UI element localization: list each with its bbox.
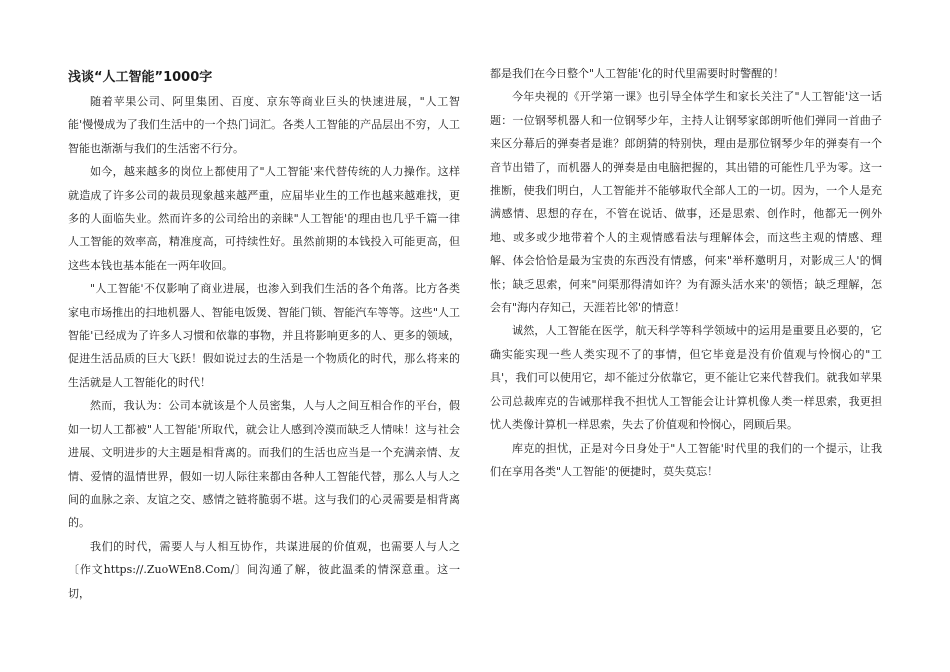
paragraph: 库克的担忧，正是对今日身处于"人工智能'时代里的我们的一个提示，让我们在享用各类"人工智能'的便捷时，莫失莫忘！ <box>490 441 882 478</box>
paragraph: 随着苹果公司、阿里集团、百度、京东等商业巨头的快速进展，"人工智能'慢慢成为了我们生活中的一个热门词汇。各类人工智能的产品层出不穷，人工智能也渐渐与我们的生活密不行分。 <box>68 95 460 155</box>
paragraph-continuation: 都是我们在今日整个"人工智能'化的时代里需要时时警醒的！ <box>490 67 785 80</box>
paragraph: 然而，我认为：公司本就该是个人员密集，人与人之间互相合作的平台，假如一切人工都被"人工智能'所取代，就会让人感到冷漠而缺乏人情味！这与社会进展、文明进步的大主题是相背离的。而我们的生活也应当是一个充满亲情、友情、爱情的温情世界，假如一切人际往来都由各种人工智能代替，那么人与人之间的血脉之亲、友谊之交、感情之链将脆弱不堪。这与我们的心灵需要是相背离的。 <box>68 399 460 530</box>
paragraph: 诚然，人工智能在医学，航天科学等科学领域中的运用是重要且必要的，它确实能实现一些人类实现不了的事情，但它毕竟是没有价值观与怜悯心的"工具'，我们可以使用它，却不能过分依靠它，更不能让它来代替我们。就我如苹果公司总裁库克的告诫那样我不担忧人工智能会让计算机像人类一样思索，我更担忧人类像计算机一样思索，失去了价值观和怜悯心，罔顾后果。 <box>490 324 882 432</box>
paragraph: 我们的时代，需要人与人相互协作，共谋进展的价值观，也需要人与人之〔作文https://.ZuoWEn8.Com/〕间沟通了解，彼此温柔的情深意重。这一切， <box>68 539 460 600</box>
document-title: 浅谈“人工智能”1000字 <box>68 70 213 85</box>
right-column <box>490 62 882 483</box>
paragraph: 如今，越来越多的岗位上都使用了"人工智能'来代替传统的人力操作。这样就造成了许多公司的裁员现象越来越严重，应届毕业生的工作也越来越难找，更多的人面临失业。然而许多的公司给出的亲睐"人工智能'的理由也几乎千篇一律人工智能的效率高，精准度高，可持续性好。虽然前期的本钱投入可能更高，但这些本钱也基本能在一两年收回。 <box>68 165 460 272</box>
left-column <box>68 62 460 605</box>
paragraph: 今年央视的《开学第一课》也引导全体学生和家长关注了"人工智能'这一话题：一位钢琴机器人和一位钢琴少年，主持人让钢琴家郎朗听他们弹同一首曲子来区分幕后的弹奏者是谁？郎朗猜的特别快，理由是那位钢琴少年的弹奏有一个音节出错了，而机器人的弹奏是由电脑把握的，其出错的可能性几乎为零。这一推断，使我们明白，人工智能并不能够取代全部人工的一切。因为，一个人是充满感情、思想的存在，不管在说话、做事，还是思索、创作时，他都无一例外地、或多或少地带着个人的主观情感看法与理解体会，而这些主观的情感、理解、体会恰恰是最为宝贵的东西没有情感，何来"举杯邀明月，对影成三人'的惆怅；缺乏思索，何来"问渠那得清如许？为有源头活水来'的领悟；缺乏理解，怎会有"海内存知己，天涯若比邻'的情意！ <box>490 90 882 315</box>
paragraph: "人工智能'不仅影响了商业进展，也渗入到我们生活的各个角落。比方各类家电市场推出的扫地机器人、智能电饭煲、智能门锁、智能汽车等等。这些"人工智能'已经成为了许多人习惯和依靠的事物，并且将影响更多的人、更多的领域，促进生活品质的巨大飞跃！假如说过去的生活是一个物质化的时代，那么将来的生活就是人工智能化的时代！ <box>68 282 460 389</box>
